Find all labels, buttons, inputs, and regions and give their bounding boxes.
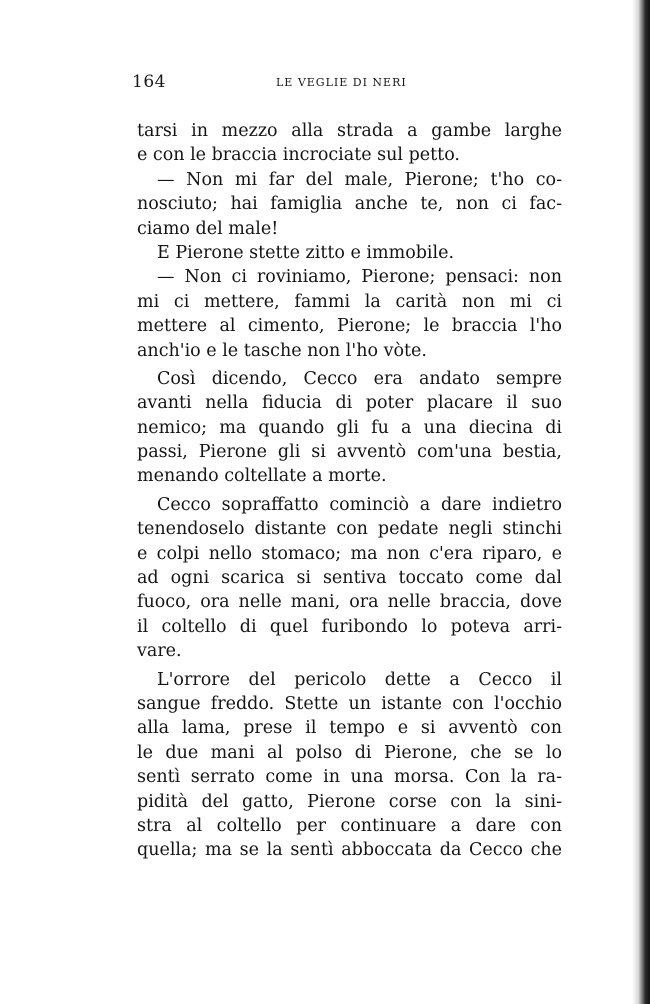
text-line: stra al coltello per continuare a dare con xyxy=(137,815,562,836)
text-line: alla lama, prese il tempo e si avventò con xyxy=(137,718,562,739)
text-line: L'orrore del pericolo dette a Cecco il xyxy=(157,669,562,690)
text-line: le due mani al polso di Pierone, che se lo xyxy=(137,742,562,763)
text-line: — Non ci roviniamo, Pierone; pensaci: non xyxy=(157,267,562,288)
text-line: menando coltellate a morte. xyxy=(137,466,387,487)
text-line: E Pierone stette zitto e immobile. xyxy=(157,242,455,263)
paragraph xyxy=(137,168,562,241)
paragraph xyxy=(137,241,562,265)
text-line: mettere al cimento, Pierone; le braccia l'ho xyxy=(137,316,562,337)
text-line: sangue freddo. Stette un istante con l'occhio xyxy=(137,693,562,714)
text-line: nemico; ma quando gli fu a una diecina di xyxy=(137,417,562,438)
text-line: fuoco, ora nelle mani, ora nelle braccia, dove xyxy=(137,592,562,613)
page-number: 164 xyxy=(132,72,166,92)
text-line: sentì serrato come in una morsa. Con la ra- xyxy=(137,767,562,788)
text-line: Così dicendo, Cecco era andato sempre xyxy=(157,368,562,389)
page-header xyxy=(132,72,564,94)
text-line: Cecco sopraffatto cominciò a dare indietro xyxy=(157,494,562,515)
text-line: passi, Pierone gli si avventò com'una bestia, xyxy=(137,442,562,463)
text-line: ciamo del male! xyxy=(137,218,279,239)
text-line: tarsi in mezzo alla strada a gambe larghe xyxy=(137,121,562,141)
text-line: — Non mi far del male, Pierone; t'ho co- xyxy=(157,169,562,190)
text-line: ad ogni scarica si sentiva toccato come dal xyxy=(137,568,562,589)
paragraph xyxy=(137,367,562,489)
text-line: mi ci mettere, fammi la carità non mi ci xyxy=(137,291,562,312)
text-line: e con le braccia incrociate sul petto. xyxy=(137,145,460,166)
text-line: vare. xyxy=(137,641,182,662)
paragraph xyxy=(137,493,562,664)
text-line: nosciuto; hai famiglia anche te, non ci fac- xyxy=(137,194,562,215)
running-title: LE VEGLIE DI NERI xyxy=(276,76,407,89)
book-spine-shadow xyxy=(632,0,650,1004)
body-text xyxy=(137,119,562,863)
text-line: pidità del gatto, Pierone corse con la sini- xyxy=(137,791,562,812)
text-line: anch'io e le tasche non l'ho vòte. xyxy=(137,340,427,361)
text-line: tenendoselo distante con pedate negli stinchi xyxy=(137,519,562,540)
text-line: avanti nella fiducia di poter placare il suo xyxy=(137,393,562,414)
paragraph xyxy=(137,668,562,863)
text-line: quella; ma se la sentì abboccata da Cecco che xyxy=(137,840,562,861)
paragraph xyxy=(137,265,562,363)
text-line: e colpi nello stomaco; ma non c'era riparo, e xyxy=(137,543,562,564)
paragraph xyxy=(137,119,562,168)
text-line: il coltello di quel furibondo lo poteva arri- xyxy=(137,616,562,637)
